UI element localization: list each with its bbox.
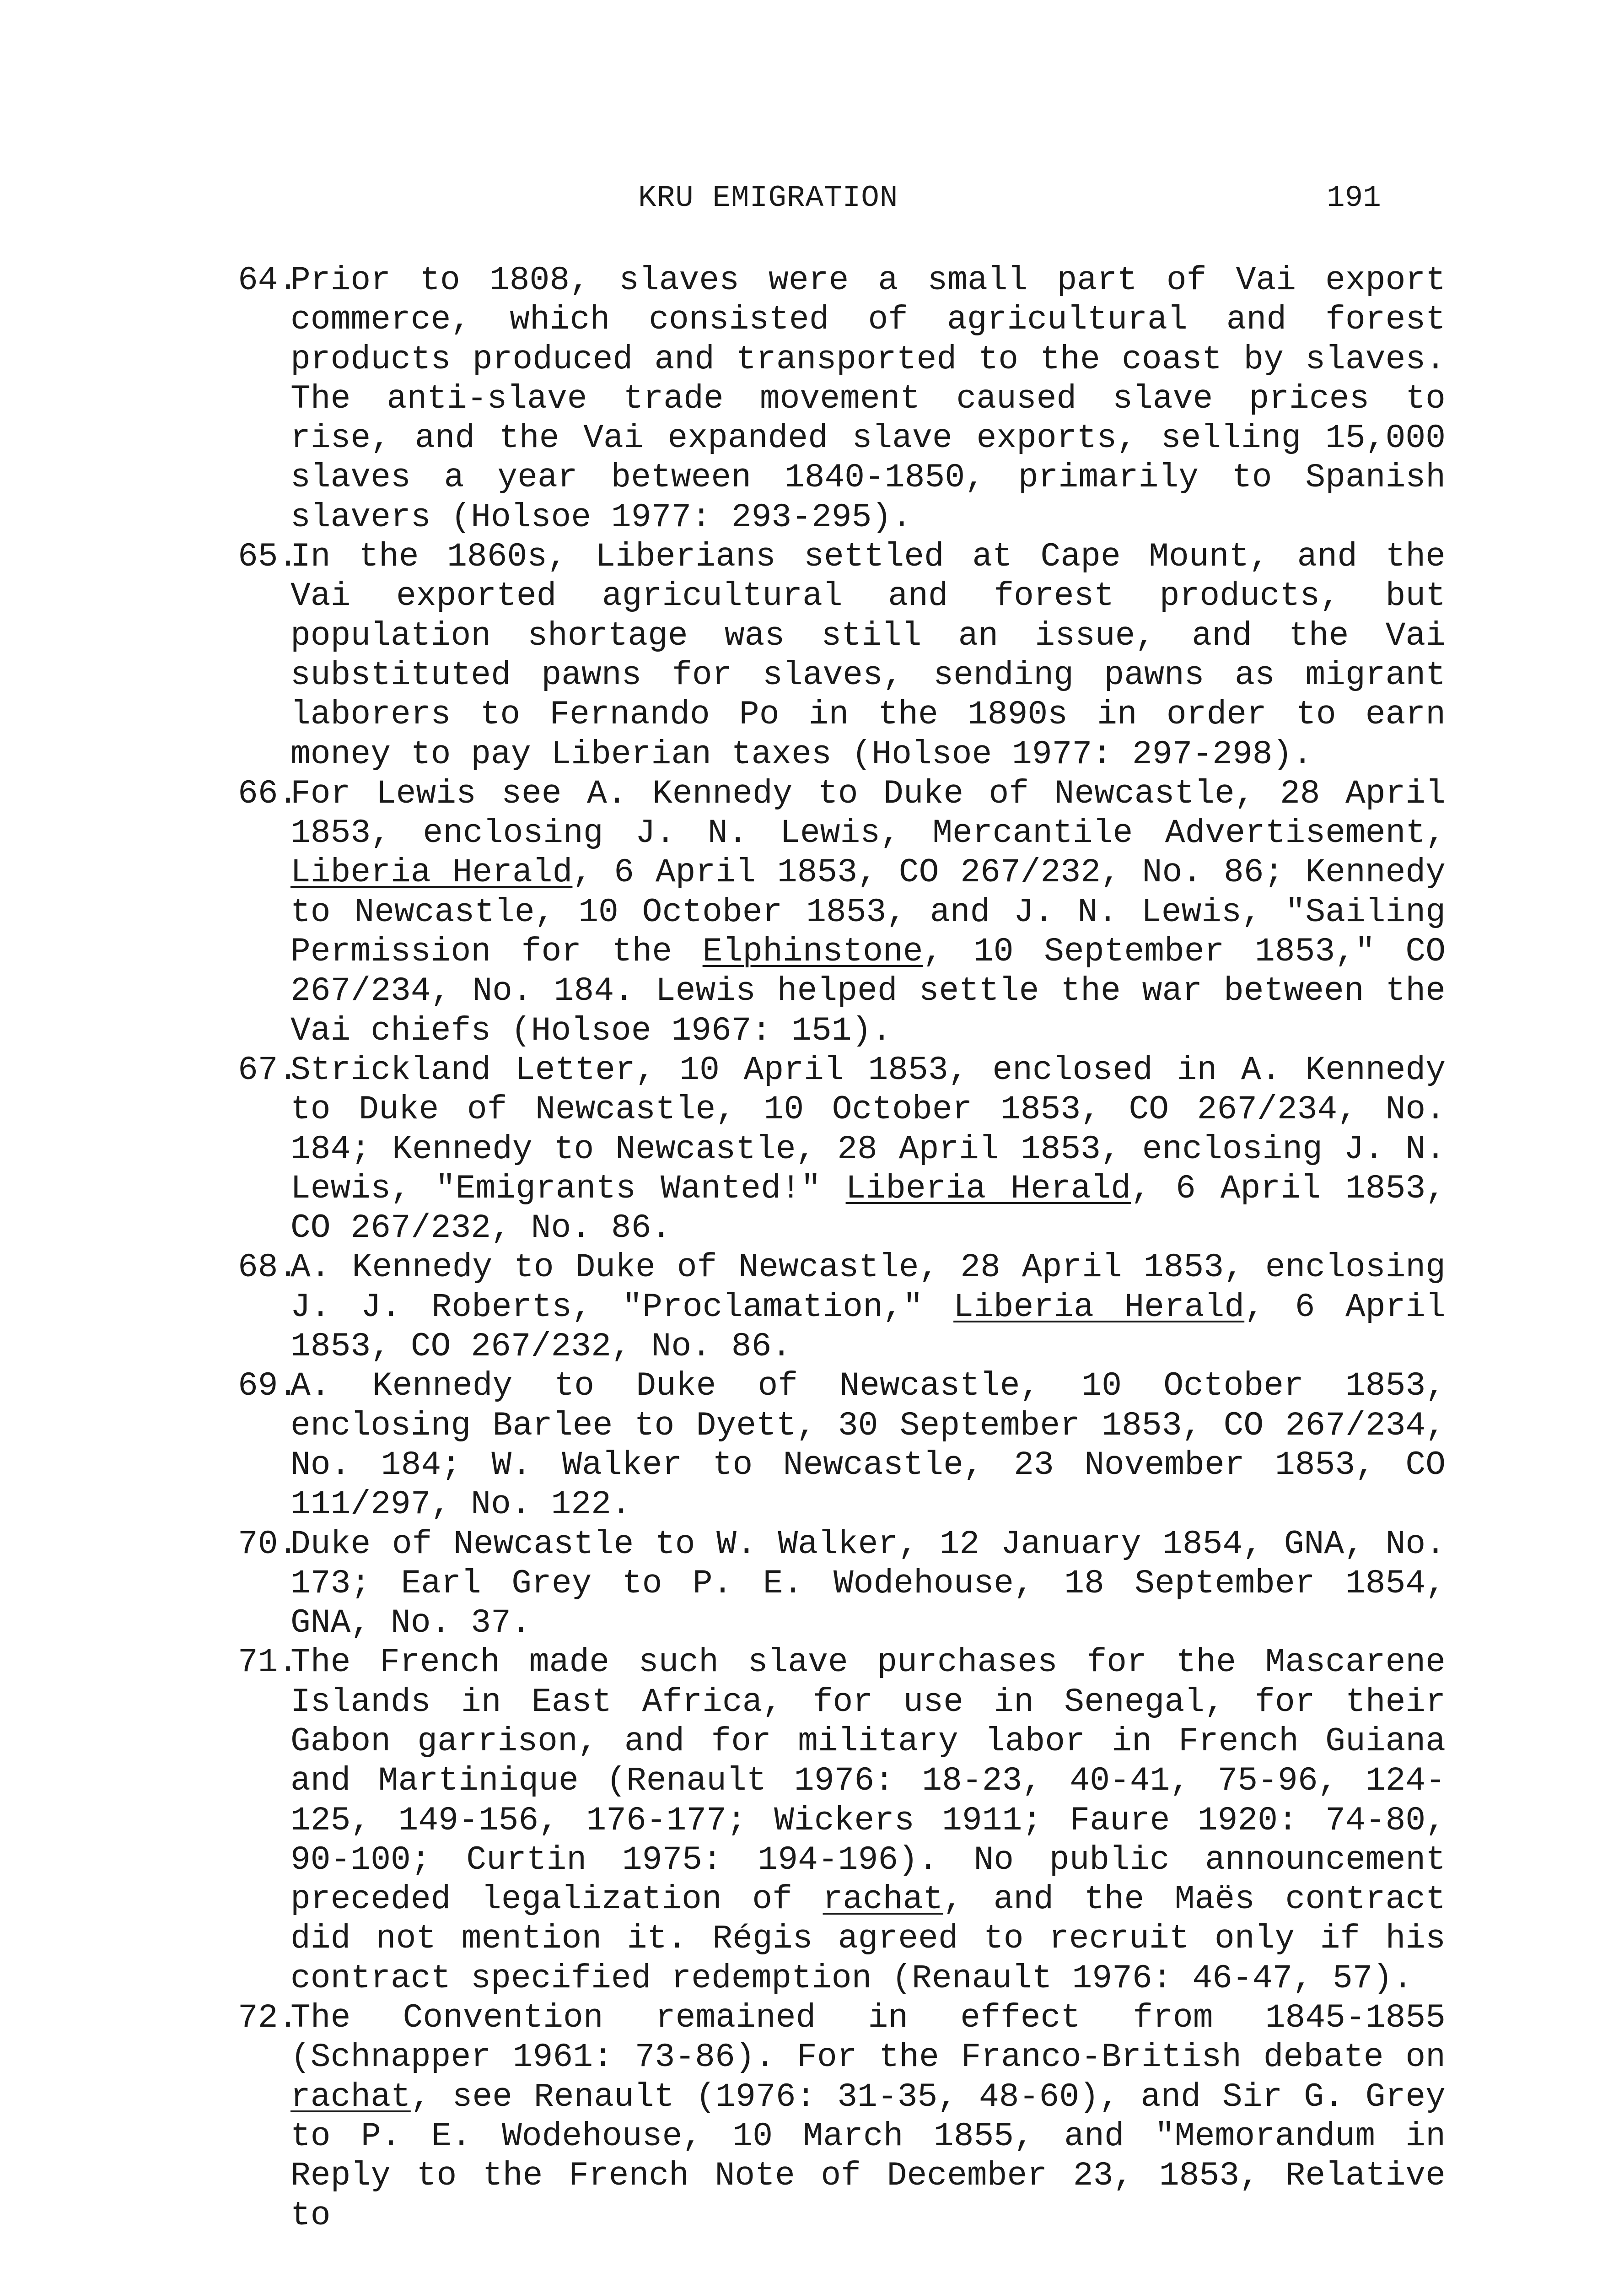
- note-text: Duke of Newcastle to W. Walker, 12 January 1854, GNA, No. 173; Earl Grey to P. E. Wodehouse, 18 September 1854, GNA, No. 37.: [290, 1525, 1446, 1642]
- note-text-segment: , 6 April 1853, CO 267/232, No. 86.: [290, 1169, 1446, 1247]
- note-text-segment: , 6 April 1853, CO 267/232, No. 86; Kennedy to Newcastle, 10 October 1853, and J. N. Lewis, "Sailing Permission for the: [290, 853, 1446, 971]
- endnote-64: [238, 261, 1446, 537]
- endnote-70: [238, 1525, 1446, 1643]
- endnote-65: [238, 537, 1446, 774]
- note-text: A. Kennedy to Duke of Newcastle, 10 October 1853, enclosing Barlee to Dyett, 30 September 1853, CO 267/234, No. 184; W. Walker to Newcastle, 23 November 1853, CO 111/297, No. 122.: [290, 1367, 1446, 1524]
- note-number: 72.: [238, 1999, 298, 2037]
- note-text: [290, 1248, 1446, 1366]
- note-text-segment: , see Renault (1976: 31-35, 48-60), and Sir G. Grey to P. E. Wodehouse, 10 March 1855, and "Memorandum in Reply to the French Note of December 23, 1853, Relative to: [290, 2078, 1446, 2234]
- underlined-title: Liberia Herald: [290, 853, 573, 892]
- note-text-segment: , 6 April 1853, CO 267/232, No. 86.: [290, 1288, 1446, 1366]
- note-number: 65.: [238, 538, 298, 576]
- underlined-title: Elphinstone: [702, 933, 923, 971]
- underlined-term: rachat: [290, 2078, 411, 2116]
- running-head-title: KRU EMIGRATION: [638, 181, 898, 215]
- note-text: [290, 1998, 1446, 2235]
- note-text-segment: A. Kennedy to Duke of Newcastle, 28 April 1853, enclosing J. J. Roberts, "Proclamation,": [290, 1248, 1446, 1326]
- note-number: 64.: [238, 261, 298, 299]
- endnote-72: [238, 1998, 1446, 2235]
- underlined-title: Liberia Herald: [953, 1288, 1245, 1326]
- endnotes-list: [238, 261, 1446, 2235]
- note-text: [290, 774, 1446, 1051]
- note-number: 69.: [238, 1367, 298, 1405]
- note-text: [290, 1643, 1446, 1998]
- underlined-term: rachat: [823, 1880, 943, 1919]
- page-number: 191: [1327, 181, 1381, 215]
- underlined-title: Liberia Herald: [845, 1169, 1131, 1208]
- note-text-segment: Strickland Letter, 10 April 1853, enclosed in A. Kennedy to Duke of Newcastle, 10 October 1853, CO 267/234, No. 184; Kennedy to Newcastle, 28 April 1853, enclosing J. N. Lewis, "Emigrants Wanted!": [290, 1051, 1446, 1208]
- note-text: [290, 1051, 1446, 1248]
- note-text: In the 1860s, Liberians settled at Cape Mount, and the Vai exported agricultural and forest products, but population shortage was still an issue, and the Vai substituted pawns for slaves, sending pawns as migrant laborers to Fernando Po in the 1890s in order to earn money to pay Liberian taxes (Holsoe 1977: 297-298).: [290, 538, 1446, 773]
- note-number: 71.: [238, 1643, 298, 1682]
- note-text-segment: , and the Maës contract did not mention it. Régis agreed to recruit only if his contract specified redemption (Renault 1976: 46-47, 57).: [290, 1880, 1446, 1997]
- endnote-66: [238, 774, 1446, 1051]
- endnote-71: [238, 1643, 1446, 1998]
- endnote-69: [238, 1366, 1446, 1524]
- note-text-segment: , 10 September 1853," CO 267/234, No. 184. Lewis helped settle the war between the Vai chiefs (Holsoe 1967: 151).: [290, 933, 1446, 1050]
- note-number: 67.: [238, 1051, 298, 1089]
- endnote-68: [238, 1248, 1446, 1366]
- note-number: 68.: [238, 1248, 298, 1287]
- note-text: Prior to 1808, slaves were a small part of Vai export commerce, which consisted of agricultural and forest products produced and transported to the coast by slaves. The anti-slave trade movement caused slave prices to rise, and the Vai expanded slave exports, selling 15,000 slaves a year between 1840-1850, primarily to Spanish slavers (Holsoe 1977: 293-295).: [290, 261, 1446, 536]
- endnote-67: [238, 1051, 1446, 1248]
- note-text-segment: The French made such slave purchases for the Mascarene Islands in East Africa, for use in Senegal, for their Gabon garrison, and for military labor in French Guiana and Martinique (Renault 1976: 18-23, 40-41, 75-96, 124-125, 149-156, 176-177; Wickers 1911; Faure 1920: 74-80, 90-100; Curtin 1975: 194-196). No public announcement preceded legalization of: [290, 1643, 1446, 1919]
- note-number: 66.: [238, 774, 298, 813]
- note-text-segment: The Convention remained in effect from 1845-1855 (Schnapper 1961: 73-86). For the Franco-British debate on: [290, 1999, 1446, 2077]
- note-text-segment: For Lewis see A. Kennedy to Duke of Newcastle, 28 April 1853, enclosing J. N. Lewis, Mercantile Advertisement,: [290, 774, 1446, 853]
- note-number: 70.: [238, 1525, 298, 1563]
